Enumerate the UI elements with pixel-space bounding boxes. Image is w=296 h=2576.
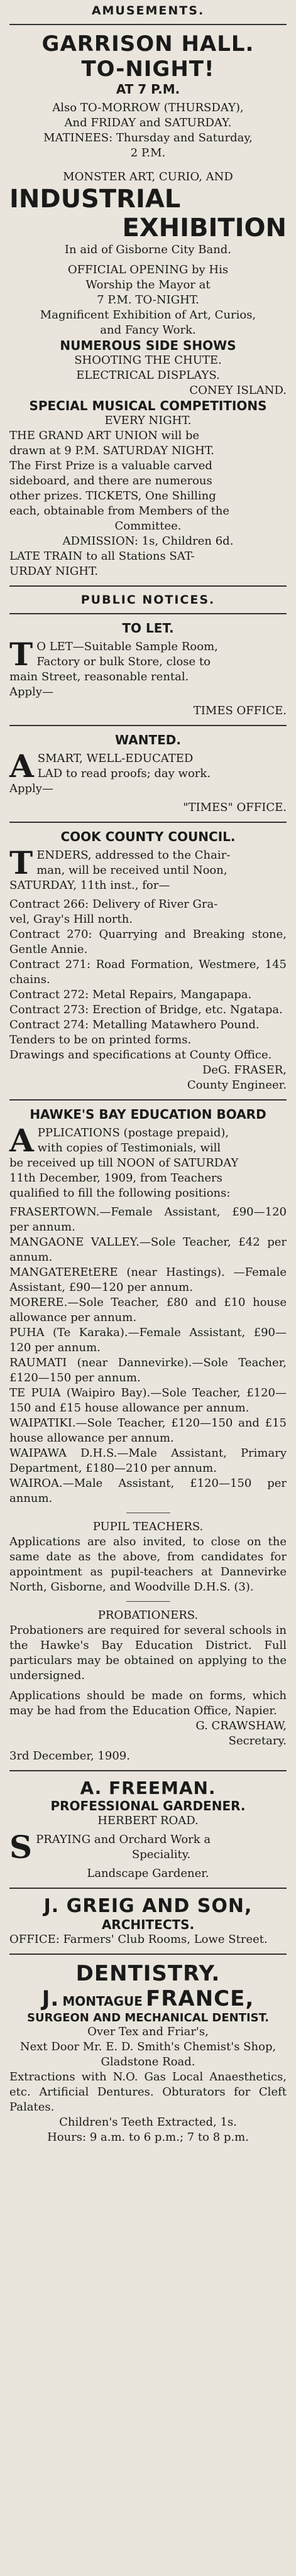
magnificent-block [9,308,287,338]
late-line: URDAY NIGHT. [9,565,99,578]
monster-line: MONSTER ART, CURIO, AND [63,170,233,183]
hawkes-date: 3rd December, 1909. [9,1749,130,1763]
cook-contract: Contract 271: Road Formation, Westmere, 145 chains. [9,958,287,986]
electrical-line: ELECTRICAL DISPLAYS. [76,369,220,382]
pupil-body: Applications are also invited, to close on the same date as the above, from candidates for appointment as pupil-teachers at Dannevirke North, Gisborne, and Woodville D.H.S. (3). [9,1535,287,1594]
dentistry-heading: DENTISTRY. [75,1961,221,1986]
divider [126,1601,170,1602]
cook-dropcap: T [9,844,33,881]
freeman-dropcap: S [9,1829,33,1866]
forms-body: Applications should be made on forms, which may be had from the Education Office, Napier. [9,1689,287,1717]
hawkes-intro [9,1122,287,1201]
to-let-line: main Street, reasonable rental. [9,670,189,683]
hawkes-dropcap: A [9,1122,34,1159]
probation-body: Probationers are required for several schools in the Hawke's Bay Education District. Full particulars may be obtained on applying to the undersigned. [9,1624,287,1682]
hawkes-intro-line: be received up till NOON of SATURDAY [9,1156,239,1170]
divider [9,613,287,614]
wanted-sign: "TIMES" OFFICE. [183,801,287,814]
dentist-name-montague: MONTAGUE [62,1994,143,2009]
pupil-heading: PUPIL TEACHERS. [92,1520,204,1533]
garrison-also-line: And FRIDAY and SATURDAY. [64,116,232,129]
garrison-tonight: TO-NIGHT! [81,57,215,82]
cook-intro-line: man, will be received until Noon, [36,864,227,877]
hawkes-position: FRASERTOWN.—Female Assistant, £90—120 per annum. [9,1205,287,1234]
cook-intro-line: SATURDAY, 11th inst., for— [9,879,170,892]
artunion-line: sideboard, and there are numerous [9,474,212,487]
cook-contract: Contract 266: Delivery of River Gra- [9,898,218,911]
cook-contracts [9,897,287,1033]
artunion-line: other prizes. TICKETS, One Shilling [9,489,216,503]
dentist-hours: Hours: 9 a.m. to 6 p.m.; 7 to 8 p.m. [47,2131,249,2144]
artunion-line: THE GRAND ART UNION will be [9,429,200,442]
divider [9,1954,287,1955]
divider [9,725,287,726]
wanted-line: SMART, WELL-EDUCATED [37,752,194,765]
industrial-line: INDUSTRIAL [9,185,181,214]
wanted-dropcap: A [9,747,34,785]
cook-sign-name: DeG. FRASER, [202,1063,287,1077]
aid-line: In aid of Gisborne City Band. [64,243,232,256]
hawkes-sign-title: Secretary. [228,1734,287,1747]
exhibition-line: EXHIBITION [122,214,287,242]
hawkes-sign-name: G. CRAWSHAW, [195,1719,287,1732]
dentist-name-j: J. [41,1986,60,2011]
public-notices-heading: PUBLIC NOTICES. [80,593,216,607]
official-line: 7 P.M. TO-NIGHT. [97,293,199,307]
garrison-also-line: MATINEES: Thursday and Saturday, [43,131,253,144]
to-let-body [9,636,287,700]
magnificent-line: and Fancy Work. [100,323,196,337]
dentist-next: Next Door Mr. E. D. Smith's Chemist's Shop, Gladstone Road. [19,2040,277,2068]
hawkes-position: MANGATEREtERE (near Hastings). —Female Assistant, £90—120 per annum. [9,1266,287,1294]
hawkes-intro-line: with copies of Testimonials, will [37,1141,221,1155]
probation-heading: PROBATIONERS. [97,1609,199,1622]
freeman-body [9,1829,287,1866]
official-line: OFFICIAL OPENING by His [67,263,229,276]
magnificent-line: Magnificent Exhibition of Art, Curios, [40,308,256,322]
artunion-block [9,428,287,534]
to-let-line: Apply— [9,685,53,698]
to-let-line: O LET—Suitable Sample Room, [36,640,218,653]
to-let-dropcap: T [9,636,33,673]
hawkes-positions [9,1205,287,1506]
wanted-body [9,747,287,796]
hawkes-position: PUHA (Te Karaka).—Female Assistant, £90—120 per annum. [9,1326,287,1354]
artunion-line: drawn at 9 P.M. SATURDAY NIGHT. [9,444,214,457]
official-block [9,263,287,308]
cook-contract: Contract 270: Quarrying and Breaking stone, Gentle Annie. [9,928,287,956]
late-line: LATE TRAIN to all Stations SAT- [9,550,195,563]
hawkes-position: WAIPAWA D.H.S.—Male Assistant, Primary Department, £180—210 per annum. [9,1447,287,1475]
admission-line: ADMISSION: 1s, Children 6d. [62,535,234,548]
cook-heading: COOK COUNTY COUNCIL. [60,829,236,844]
freeman-line: PRAYING and Orchard Work a [36,1833,211,1846]
cook-contract: Contract 274: Metalling Matawhero Pound. [9,1018,260,1031]
cook-contract: vel, Gray's Hill north. [9,913,133,926]
dentist-name-france: FRANCE, [146,1986,255,2011]
cook-intro [9,844,287,893]
hawkes-position: TE PUIA (Waipiro Bay).—Sole Teacher, £120—150 and £15 house allowance per annum. [9,1386,287,1415]
freeman-name: A. FREEMAN. [80,1778,216,1798]
to-let-title: TO LET. [122,621,174,636]
artunion-line: each, obtainable from Members of the [9,504,230,518]
hawkes-position: MORERE.—Sole Teacher, £80 and £10 house allowance per annum. [9,1296,287,1324]
to-let-sign: TIMES OFFICE. [193,704,287,717]
garrison-also-line: 2 P.M. [130,146,166,160]
cook-tender-line: Drawings and specifications at County Office. [9,1048,272,1062]
freeman-title: PROFESSIONAL GARDENER. [50,1798,246,1813]
dentist-extractions: Extractions with N.O. Gas Local Anaesthetics, etc. Artificial Dentures. Obturators for Cleft Palates. [9,2070,287,2114]
late-block [9,549,287,579]
hawkes-position: WAIPATIKI.—Sole Teacher, £120—150 and £15 house allowance per annum. [9,1416,287,1445]
amusements-heading: AMUSEMENTS. [91,4,205,18]
divider [9,1888,287,1889]
hawkes-position: WAIROA.—Male Assistant, £120—150 per annum. [9,1477,287,1505]
every-line: EVERY NIGHT. [104,414,192,427]
wanted-line: LAD to read proofs; day work. [37,767,211,780]
cook-sign-title: County Engineer. [187,1079,287,1092]
dentist-over: Over Tex and Friar's, [87,2025,209,2038]
shooting-line: SHOOTING THE CHUTE. [74,354,222,367]
freeman-line: Speciality. [131,1848,191,1861]
to-let-line: Factory or bulk Store, close to [36,655,211,668]
divider [9,585,287,587]
freeman-road: HERBERT ROAD. [97,1814,199,1827]
greig-office: OFFICE: Farmers' Club Rooms, Lowe Street. [9,1933,268,1946]
cook-tender-line: Tenders to be on printed forms. [9,1033,192,1046]
garrison-also [9,101,287,161]
hawkes-intro-line: 11th December, 1909, from Teachers [9,1171,222,1185]
artunion-line: The First Prize is a valuable carved [9,459,212,472]
artunion-line: Committee. [114,519,182,533]
dentist-name [9,1986,287,2011]
hawkes-heading: HAWKE'S BAY EDUCATION BOARD [30,1107,266,1122]
divider [9,1770,287,1771]
greig-name: J. GREIG AND SON, [43,1895,253,1917]
official-line: Worship the Mayor at [85,278,211,291]
cook-contract: Contract 272: Metal Repairs, Mangapapa. [9,988,252,1001]
greig-title: ARCHITECTS. [101,1917,195,1932]
cook-tenders [9,1033,287,1063]
cook-intro-line: ENDERS, addressed to the Chair- [36,849,231,862]
garrison-title: GARRISON HALL. [41,31,255,57]
divider [9,1099,287,1101]
freeman-landscape: Landscape Gardener. [87,1867,209,1880]
cook-contract: Contract 273: Erection of Bridge, etc. Ngatapa. [9,1003,283,1016]
garrison-also-line: Also TO-MORROW (THURSDAY), [52,101,244,114]
hawkes-position: RAUMATI (near Dannevirke).—Sole Teacher, £120—150 per annum. [9,1356,287,1384]
dentist-children: Children's Teeth Extracted, 1s. [59,2116,237,2129]
special-line: SPECIAL MUSICAL COMPETITIONS [29,398,267,413]
hawkes-intro-line: PPLICATIONS (postage prepaid), [37,1126,229,1139]
divider [9,24,287,25]
coney-line: CONEY ISLAND. [189,384,287,397]
numerous-line: NUMEROUS SIDE SHOWS [60,338,236,353]
hawkes-position: MANGAONE VALLEY.—Sole Teacher, £42 per annum. [9,1236,287,1264]
wanted-line: Apply— [9,782,53,795]
divider [9,822,287,823]
dentist-title: SURGEON AND MECHANICAL DENTIST. [26,2011,270,2024]
hawkes-intro-line: qualified to fill the following positions: [9,1187,231,1200]
wanted-title: WANTED. [115,732,181,747]
garrison-at: AT 7 P.M. [116,82,180,97]
